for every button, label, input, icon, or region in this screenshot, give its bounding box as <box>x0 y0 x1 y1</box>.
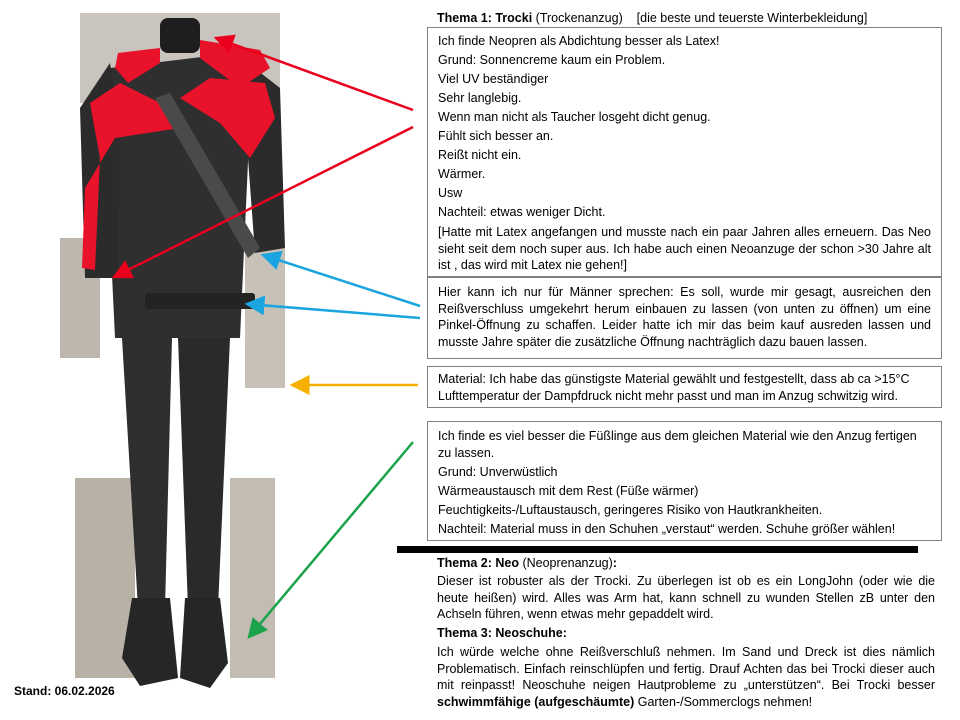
box1-line: Viel UV beständiger <box>438 72 549 86</box>
box1-line: Reißt nicht ein. <box>438 148 522 162</box>
box-material <box>427 366 942 408</box>
box1-line: Nachteil: etwas weniger Dicht. <box>438 205 606 219</box>
box1-line: Wenn man nicht als Taucher losgeht dicht genug. <box>438 110 711 124</box>
box4-line: Wärmeaustausch mit dem Rest (Füße wärmer) <box>438 484 699 498</box>
box3-text: Material: Ich habe das günstigste Material gewählt und festgestellt, dass ab ca >15°C Lufttemperatur der Dampfdruck nicht mehr passt und man im Anzug schwitzig wird. <box>438 372 910 403</box>
thema3-title: Thema 3: Neoschuhe: <box>437 626 567 640</box>
box-booties <box>427 421 942 541</box>
box1-line: Usw <box>438 186 463 200</box>
thema1-title: Thema 1: Trocki (Trockenanzug) [die beste und teuerste Winterbekleidung] <box>437 11 868 25</box>
box1-line: Sehr langlebig. <box>438 91 522 105</box>
thema2-text: Dieser ist robuster als der Trocki. Zu überlegen ist ob es ein LongJohn (oder wie die heute heißen) wird. Alles was Arm hat, kann schnell zu wunden Stellen zB unter den Achseln führen, wenn etwas mehr gepaddelt wird. <box>437 574 935 621</box>
box1-note: [Hatte mit Latex angefangen und musste nach ein paar Jahren alles erneuern. Das Neo sieht seit dem noch super aus. Ich habe auch einen Neoanzuge der schon >30 Jahre alt ist , das wird mit Latex nie gehen!] <box>438 225 931 272</box>
thema3-text: Ich würde welche ohne Reißverschluß nehmen. Im Sand und Dreck ist dies nämlich Problematisch. Einfach reinschlüpfen und fertig. Drauf Achten das bei Trocki dieser auch mit reinpasst! Neoschuhe neigen Hautprobleme zu „unterstützen“. Bei Trocki besser schwimmfähige (aufgeschäumte) Garten-/Sommerclogs nehmen! <box>437 645 935 709</box>
box-neopren-seals <box>427 27 942 277</box>
box4-line: Grund: Unverwüstlich <box>438 465 558 479</box>
thema3-bold-text: schwimmfähige (aufgeschäumte) <box>437 694 635 709</box>
box1-line: Fühlt sich besser an. <box>438 129 554 143</box>
box2-text: Hier kann ich nur für Männer sprechen: Es soll, wurde mir gesagt, ausreichen den Reißverschluss umgekehrt herum einbauen zu lassen (von unten zu öffnen) um eine Pinkel-Öffnung zu schaffen. Leider hatte ich mir das beim kauf ausreden lassen und musste Jahre später die zusätzliche Öffnung nachträglich dazu bauen lassen. <box>438 285 931 349</box>
box4-line: Feuchtigkeits-/Luftaustausch, geringeres Risiko von Hautkrankheiten. <box>438 503 823 517</box>
box1-line: Grund: Sonnencreme kaum ein Problem. <box>438 53 666 67</box>
dry-suit-photo <box>60 8 290 713</box>
box4-line: Nachteil: Material muss in den Schuhen „verstaut“ werden. Schuhe größer wählen! <box>438 522 896 536</box>
thema2-title: Thema 2: Neo (Neoprenanzug): <box>437 556 617 570</box>
box1-line: Ich finde Neopren als Abdichtung besser als Latex! <box>438 34 720 48</box>
box4-intro: Ich finde es viel besser die Füßlinge aus dem gleichen Material wie den Anzug fertigen zu lassen. <box>438 429 917 460</box>
stand-date: Stand: 06.02.2026 <box>14 684 115 698</box>
box1-line: Wärmer. <box>438 167 486 181</box>
separator-bar <box>397 546 918 553</box>
box-zipper-opening <box>427 277 942 359</box>
